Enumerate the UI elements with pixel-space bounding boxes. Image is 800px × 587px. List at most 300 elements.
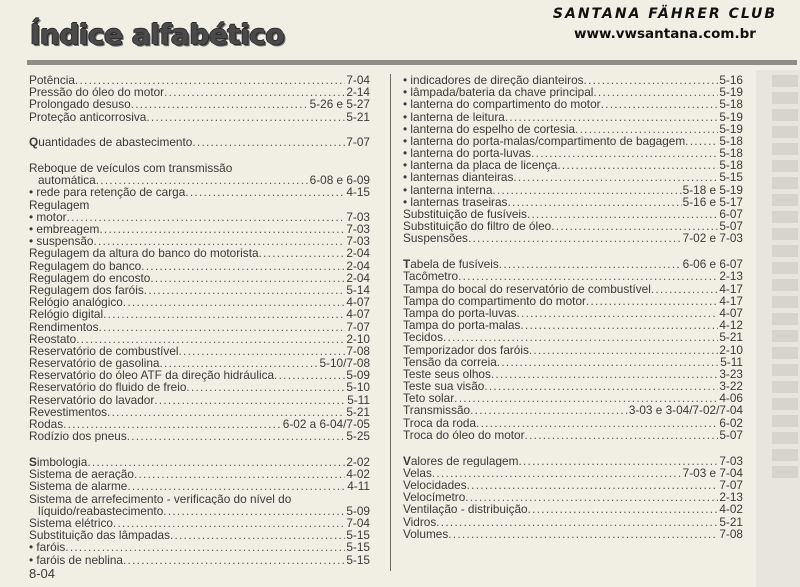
entry-label: Temporizador dos faróis	[403, 343, 529, 356]
entry-label: Quantidades de abastecimento	[29, 136, 193, 149]
entry-page: 7-03	[346, 235, 370, 248]
entry-page: 4-15	[346, 186, 370, 199]
index-entry	[29, 247, 370, 259]
dot-leader	[274, 369, 345, 381]
dot-leader	[76, 333, 345, 345]
entry-label: Tecidos	[403, 331, 443, 344]
dot-leader	[557, 159, 718, 171]
dot-leader	[465, 491, 718, 503]
dot-leader	[651, 283, 719, 295]
entry-label: Tampa do bocal do reservatório de combustível	[403, 282, 651, 295]
entry-page: 5-11	[347, 393, 370, 406]
entry-label: Vidros	[403, 515, 437, 528]
dot-leader	[551, 220, 718, 232]
dot-leader	[499, 258, 682, 270]
dot-leader	[134, 468, 345, 480]
entry-label: Reostato	[29, 332, 77, 345]
entry-page: 5-07	[719, 428, 743, 442]
entry-label: Sistema de alarme	[29, 480, 128, 493]
dot-leader	[484, 380, 718, 392]
entry-label: • suspensão	[29, 235, 94, 248]
dot-leader	[192, 136, 345, 148]
dot-leader	[458, 270, 718, 282]
entry-page: 2-04	[346, 259, 370, 272]
entry-page: 5-10	[346, 381, 370, 394]
entry-page: 6-02 a 6-04/7-05	[282, 418, 370, 431]
entry-page: 5-10/7-08	[319, 357, 370, 370]
entry-page: 4-11	[347, 480, 370, 493]
club-website: www.vwsantana.com.br	[574, 26, 756, 42]
index-entry	[29, 529, 370, 541]
entry-label: Troca do óleo do motor	[403, 428, 525, 442]
index-entry	[403, 528, 743, 540]
dot-leader	[516, 307, 718, 319]
dot-leader	[586, 295, 718, 307]
entry-page: 5-19	[719, 122, 743, 135]
entry-page: 5-18	[719, 159, 743, 172]
entry-label: • faróis de neblina	[29, 553, 123, 566]
dot-leader	[63, 418, 282, 430]
entry-label: Reservatório de gasolina	[29, 357, 160, 370]
section-gap	[403, 245, 743, 259]
index-entry	[29, 382, 370, 394]
entry-page: 5-18	[719, 98, 743, 111]
entry-label: Simbologia	[29, 456, 88, 469]
entry-label: Rodízio dos pneus	[29, 430, 127, 443]
index-entry	[29, 223, 370, 235]
entry-page: 7-03	[346, 210, 370, 224]
entry-label: Relógio digital	[29, 308, 104, 321]
entry-page: 4-12	[719, 319, 743, 332]
index-entry	[403, 331, 743, 343]
entry-label: • faróis	[29, 541, 66, 554]
entry-label: • lâmpada/bateria da chave principal	[403, 86, 594, 99]
entry-page: 2-13	[719, 491, 743, 504]
index-entry	[403, 467, 743, 479]
entry-label: Teste sua visão	[403, 380, 485, 393]
entry-label: Reservatório do lavador	[29, 393, 155, 406]
dot-leader	[527, 208, 718, 220]
dot-leader	[160, 357, 319, 369]
entry-page: 6-07	[719, 208, 743, 221]
index-entry	[403, 429, 743, 441]
dot-leader	[150, 272, 345, 284]
index-entry	[403, 159, 743, 171]
entry-label: líquido/reabastecimento	[38, 504, 164, 517]
entry-label: Sistema elétrico	[29, 516, 113, 530]
entry-label: Reservatório do fluido de freio	[29, 381, 187, 394]
entry-page: 2-10	[719, 343, 743, 356]
entry-page: 7-03	[719, 454, 743, 467]
index-entry	[403, 356, 743, 368]
entry-label: • indicadores de direção dianteiros	[403, 74, 584, 87]
index-entry	[403, 172, 743, 184]
entry-page: 5-14	[346, 284, 370, 297]
index-entry	[403, 479, 743, 491]
entry-label: Rendimentos	[29, 320, 99, 333]
entry-page: 5-18 e 5-19	[682, 183, 743, 196]
dot-leader	[123, 296, 346, 308]
index-entry	[29, 308, 370, 320]
dot-leader	[448, 528, 718, 540]
index-entry	[29, 272, 370, 284]
entry-label: Reservatório do óleo ATF da direção hidráulica	[29, 369, 275, 382]
index-entry	[403, 270, 743, 282]
index-entry	[403, 98, 743, 110]
index-entry	[403, 135, 743, 147]
entry-page: 7-02 e 7-03	[682, 232, 743, 245]
index-entry	[29, 86, 370, 98]
dot-leader	[164, 86, 345, 98]
entry-label: Substituição de fusíveis	[403, 208, 527, 221]
dot-leader	[531, 147, 718, 159]
dot-leader	[163, 505, 345, 517]
entry-page: 5-21	[719, 331, 743, 344]
entry-page: 5-15	[346, 541, 370, 554]
entry-label: Regulagem	[29, 198, 90, 211]
dot-leader	[497, 356, 719, 368]
dot-leader	[492, 184, 681, 196]
dot-leader	[127, 480, 346, 492]
entry-label: automática	[38, 174, 96, 187]
dot-leader	[513, 172, 718, 184]
entry-page: 5-16 e 5-17	[682, 195, 743, 209]
index-entry	[29, 235, 370, 247]
entry-page: 4-17	[719, 282, 743, 295]
entry-page: 5-21	[346, 405, 370, 419]
entry-page: 7-04	[346, 516, 370, 530]
dot-leader	[518, 455, 718, 467]
entry-label: Volumes	[403, 527, 449, 540]
dot-leader	[146, 111, 345, 123]
dot-leader	[507, 196, 681, 208]
dot-leader	[96, 174, 309, 186]
index-entry	[403, 491, 743, 503]
entry-label: • embreagem	[29, 223, 100, 236]
index-entry	[403, 417, 743, 429]
entry-page: 7-08	[719, 527, 743, 540]
dot-leader	[93, 235, 345, 247]
index-entry	[29, 394, 370, 406]
entry-page: 5-15	[719, 171, 743, 184]
index-entry	[29, 136, 370, 148]
entry-page: 5-25	[346, 430, 370, 443]
index-entry	[29, 418, 370, 430]
index-entry	[29, 174, 370, 186]
entry-page: 5-11	[720, 355, 743, 368]
index-entry	[403, 86, 743, 98]
index-entry	[29, 74, 370, 86]
entry-label: Regulagem dos faróis	[29, 284, 144, 297]
dot-leader	[436, 516, 718, 528]
entry-page: 3-23	[719, 367, 743, 381]
entry-page: 4-06	[719, 392, 743, 405]
index-entry	[403, 455, 743, 467]
entry-page: 7-03	[346, 223, 370, 236]
dot-leader	[476, 417, 718, 429]
entry-page: 2-13	[719, 270, 743, 283]
index-entry	[29, 517, 370, 529]
entry-page: 7-08	[346, 344, 370, 358]
section-initial: S	[29, 456, 37, 469]
dot-leader	[107, 406, 345, 418]
entry-label: • lanterna do porta-malas/compartimento de bagagem	[403, 134, 686, 148]
entry-label: Tampa do porta-luvas	[403, 306, 517, 320]
entry-page: 4-02	[719, 503, 743, 516]
entry-page: 5-07	[719, 220, 743, 233]
entry-label: Substituição das lâmpadas	[29, 529, 170, 542]
section-gap	[29, 149, 370, 163]
dot-leader	[186, 382, 345, 394]
entry-page: 4-07	[346, 308, 370, 321]
entry-page: 4-02	[346, 468, 370, 481]
entry-page: 5-09	[346, 369, 370, 382]
entry-label: Rodas	[29, 418, 64, 431]
index-entry	[403, 516, 743, 528]
dot-leader	[505, 111, 719, 123]
entry-label: Tensão da correia	[403, 355, 497, 368]
entry-page: 6-02	[719, 416, 743, 429]
entry-label: Tampa do porta-malas	[403, 319, 521, 332]
dot-leader	[170, 529, 345, 541]
page-title: Índice alfabético	[30, 18, 285, 51]
entry-page: 3-22	[719, 380, 743, 393]
dot-leader	[468, 232, 682, 244]
index-entry	[403, 503, 743, 515]
dot-leader	[127, 430, 346, 442]
dot-leader	[185, 187, 345, 199]
index-entry	[403, 344, 743, 356]
section-gap	[29, 442, 370, 456]
entry-label: Teto solar	[403, 392, 455, 405]
dot-leader	[584, 74, 719, 86]
dot-leader	[491, 368, 719, 380]
entry-page: 5-15	[346, 553, 370, 566]
entry-label: Reservatório de combustível	[29, 344, 179, 358]
dot-leader	[67, 211, 346, 223]
entry-label: Regulagem do banco	[29, 259, 142, 272]
index-entry	[29, 211, 370, 223]
section-initial: V	[403, 454, 411, 467]
index-entry	[29, 111, 370, 123]
dot-leader	[99, 321, 346, 333]
entry-page: 5-15	[346, 529, 370, 542]
dot-leader	[65, 541, 345, 553]
entry-page: 4-07	[719, 306, 743, 320]
entry-label: • lanterna do porta-luvas	[403, 147, 532, 160]
index-entry	[29, 554, 370, 566]
entry-label: Ventilação - distribuição	[403, 503, 528, 516]
dot-leader	[259, 247, 346, 259]
entry-label: Reboque de veículos com transmissão	[29, 162, 233, 175]
index-entry	[403, 380, 743, 392]
index-entry	[403, 319, 743, 331]
index-entry	[403, 295, 743, 307]
index-entry	[29, 468, 370, 480]
entry-page: 7-07	[346, 320, 370, 333]
index-entry	[403, 283, 743, 295]
entry-label: Sistema de aeração	[29, 468, 134, 481]
entry-label: Velocidades	[403, 479, 467, 492]
section-gap	[29, 123, 370, 137]
index-entry	[29, 456, 370, 468]
entry-page: 5-09	[346, 504, 370, 517]
entry-label: • lanternas dianteiras	[403, 171, 514, 184]
dot-leader	[179, 345, 346, 357]
index-entry	[29, 260, 370, 272]
entry-label: • lanterna de leitura	[403, 110, 505, 123]
next-page-edge	[756, 70, 800, 587]
index-entry	[403, 307, 743, 319]
index-entry	[403, 196, 743, 208]
entry-page: 7-03 e 7-04	[682, 466, 743, 479]
index-entry	[29, 187, 370, 199]
dot-leader	[525, 429, 719, 441]
entry-page: 5-21	[719, 515, 743, 528]
entry-label: Pressão do óleo do motor	[29, 86, 165, 99]
column-divider	[390, 74, 391, 571]
index-entry	[403, 111, 743, 123]
page-number: 8-04	[29, 566, 56, 581]
entry-page: 5-16	[719, 74, 743, 87]
entry-page: 7-04	[346, 74, 370, 87]
entry-label: • lanterna da placa de licença	[403, 159, 558, 172]
index-entry	[29, 162, 370, 174]
index-entry	[29, 345, 370, 357]
index-entry	[29, 480, 370, 492]
entry-label: • lanterna do compartimento do motor	[403, 98, 601, 111]
entry-page: 5-18	[719, 134, 743, 148]
index-entry	[29, 369, 370, 381]
index-entry	[29, 284, 370, 296]
index-entry	[29, 541, 370, 553]
entry-label: Velocímetro	[403, 491, 466, 504]
index-entry	[29, 505, 370, 517]
dot-leader	[467, 479, 719, 491]
dot-leader	[601, 98, 719, 110]
dot-leader	[113, 517, 345, 529]
entry-page: 7-07	[346, 136, 370, 149]
entry-page: 6-06 e 6-07	[682, 258, 743, 271]
index-entry	[29, 430, 370, 442]
index-column-right	[403, 74, 743, 540]
club-name: SANTANA FÄHRER CLUB	[552, 6, 778, 22]
entry-page: 5-19	[719, 110, 743, 123]
index-entry	[29, 321, 370, 333]
entry-label: Sistema de arrefecimento - verificação do nível do	[29, 492, 292, 505]
entry-label: Troca da roda	[403, 416, 477, 429]
entry-label: Tacômetro	[403, 270, 459, 283]
dot-leader	[123, 554, 345, 566]
index-entry	[403, 404, 743, 416]
entry-page: 5-18	[719, 147, 743, 160]
entry-page: 5-21	[346, 110, 370, 123]
index-entry	[403, 220, 743, 232]
entry-page: 2-14	[346, 86, 370, 99]
dot-leader	[141, 260, 345, 272]
entry-label: • lanternas traseiras	[403, 195, 508, 209]
index-entry	[29, 406, 370, 418]
entry-label: Substituição do filtro de óleo	[403, 220, 552, 233]
index-column-left	[29, 74, 370, 566]
index-entry	[403, 368, 743, 380]
index-entry	[403, 258, 743, 270]
entry-label: Revestimentos	[29, 405, 108, 419]
dot-leader	[432, 467, 682, 479]
dot-leader	[443, 331, 718, 343]
entry-label: Potência	[29, 74, 75, 87]
index-entry	[29, 357, 370, 369]
dot-leader	[103, 308, 345, 320]
dot-leader	[87, 456, 345, 468]
dot-leader	[470, 404, 628, 416]
entry-label: Suspensões	[403, 232, 468, 245]
dot-leader	[520, 319, 718, 331]
index-entry	[403, 392, 743, 404]
index-entry	[403, 147, 743, 159]
entry-label: • motor	[29, 210, 67, 224]
dot-leader	[144, 284, 346, 296]
entry-label: Valores de regulagem	[403, 454, 519, 467]
entry-page: 4-17	[719, 294, 743, 307]
entry-page: 6-08 e 6-09	[309, 174, 370, 187]
index-entry	[403, 74, 743, 86]
entry-label: Tabela de fusíveis	[403, 258, 499, 271]
dot-leader	[575, 123, 718, 135]
index-entry	[29, 493, 370, 505]
index-entry	[403, 123, 743, 135]
dot-leader	[685, 135, 718, 147]
entry-page: 2-04	[346, 247, 370, 260]
entry-label: • lanterna interna	[403, 183, 493, 196]
dot-leader	[75, 74, 345, 86]
dot-leader	[99, 223, 345, 235]
entry-page: 3-03 e 3-04/7-02/7-04	[628, 404, 743, 417]
section-initial: T	[403, 258, 411, 271]
index-entry	[403, 208, 743, 220]
index-entry	[403, 232, 743, 244]
entry-page: 7-07	[719, 479, 743, 492]
dot-leader	[529, 344, 718, 356]
entry-label: Tampa do compartimento do motor	[403, 294, 586, 307]
entry-page: 5-19	[719, 86, 743, 99]
entry-label: • lanterna do espelho de cortesia	[403, 122, 576, 135]
index-entry	[29, 98, 370, 110]
entry-label: Teste seus olhos	[403, 367, 491, 381]
entry-label: Regulagem da altura do banco do motorista	[29, 247, 259, 260]
index-entry	[403, 184, 743, 196]
title-rule	[27, 60, 797, 65]
entry-page: 2-02	[346, 456, 370, 469]
dot-leader	[154, 394, 346, 406]
index-entry	[29, 333, 370, 345]
entry-label: Proteção anticorrosiva	[29, 110, 147, 123]
entry-label: Velas	[403, 466, 432, 479]
dot-leader	[454, 392, 718, 404]
entry-page: 2-10	[346, 332, 370, 345]
entry-label: Prolongado desuso	[29, 98, 131, 111]
entry-page: 2-04	[346, 271, 370, 284]
entry-label: Relógio analógico	[29, 296, 123, 309]
entry-page: 5-26 e 5-27	[309, 98, 370, 111]
entry-label: Regulagem do encosto	[29, 271, 151, 284]
section-gap	[403, 441, 743, 455]
index-entry	[29, 199, 370, 211]
dot-leader	[131, 98, 309, 110]
dot-leader	[593, 86, 718, 98]
entry-label: Transmissão	[403, 404, 471, 417]
index-entry	[29, 296, 370, 308]
